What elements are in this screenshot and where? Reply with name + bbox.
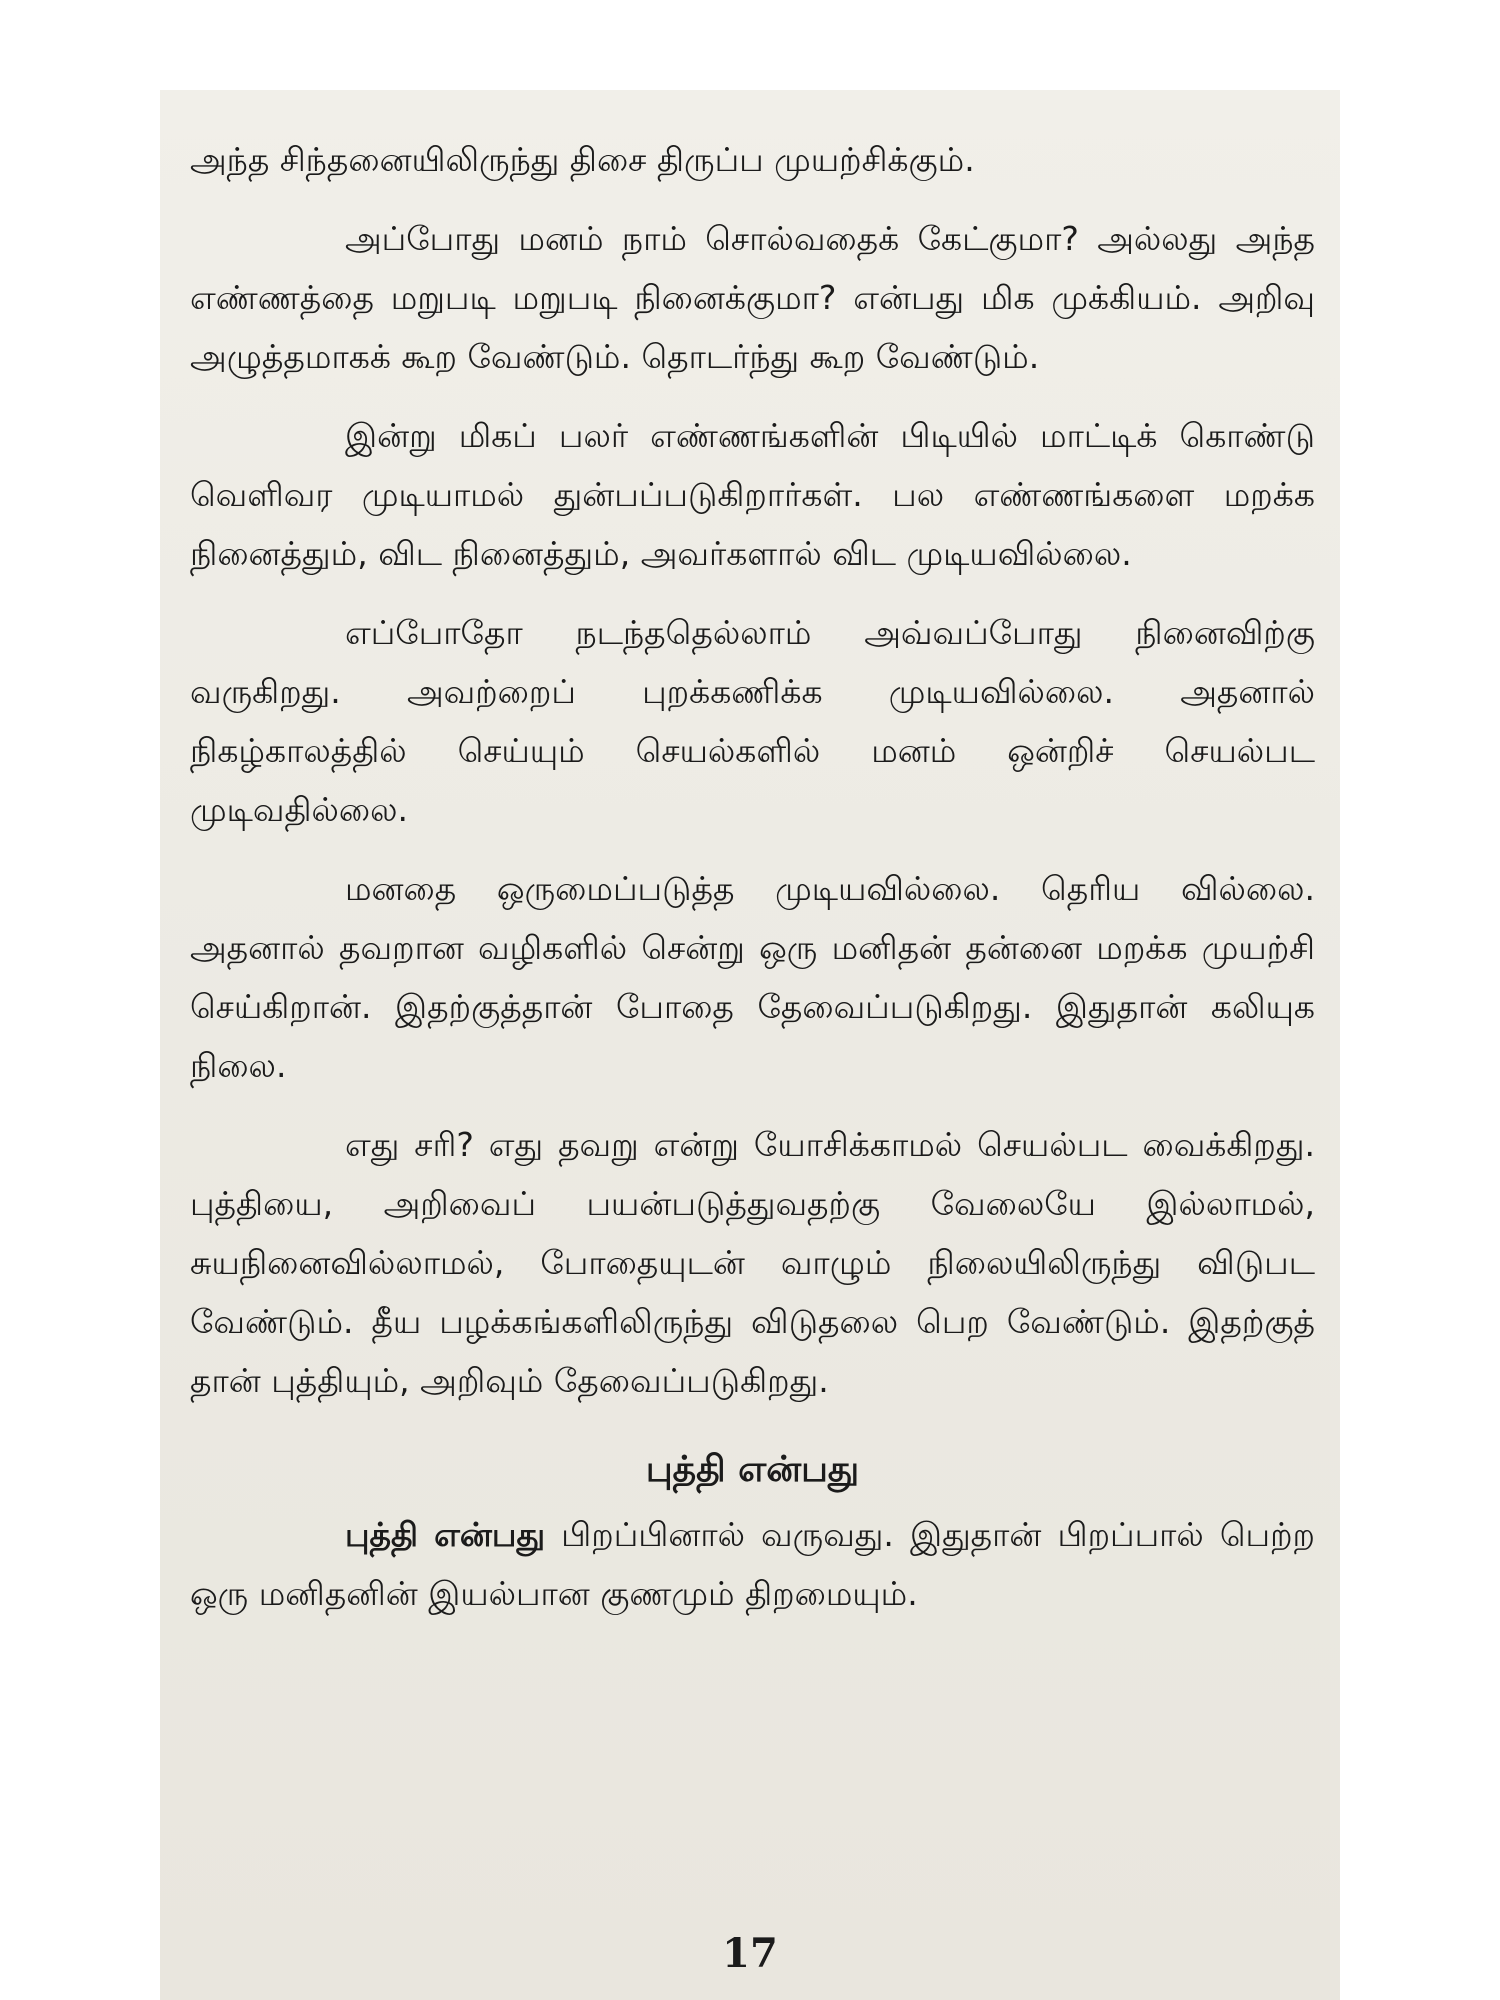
paragraph-5: மனதை ஒருமைப்படுத்த முடியவில்லை. தெரிய வில்லை. அதனால் தவறான வழிகளில் சென்று ஒரு மனிதன் தன்னை மறக்க முயற்சி செய்கிறான். இதற்குத்தான் போதை தேவைப்படுகிறது. இதுதான் கலியுக நிலை. — [190, 869, 1315, 1085]
paragraph-1: அந்த சிந்தனையிலிருந்து திசை திருப்ப முயற்சிக்கும். — [190, 140, 975, 179]
page-text — [190, 130, 1315, 1643]
lead-word: புத்தி — [345, 1515, 419, 1554]
paragraph-6: எது சரி? எது தவறு என்று யோசிக்காமல் செயல்பட வைக்கிறது. புத்தியை, அறிவைப் பயன்படுத்துவதற்கு வேலையே இல்லாமல், சுயநினைவில்லாமல், போதையுடன் வாழும் நிலையிலிருந்து விடுபட வேண்டும். தீய பழக்கங்களிலிருந்து விடுதலை பெற வேண்டும். இதற்குத் தான் புத்தியும், அறிவும் தேவைப்படுகிறது. — [190, 1125, 1315, 1400]
paragraph-3: இன்று மிகப் பலர் எண்ணங்களின் பிடியில் மாட்டிக் கொண்டு வெளிவர முடியாமல் துன்பப்படுகிறார்கள். பல எண்ணங்களை மறக்க நினைத்தும், விட நினைத்தும், அவர்களால் விட முடியவில்லை. — [190, 416, 1315, 573]
lead-phrase: என்பது — [434, 1515, 546, 1554]
page-number: 17 — [722, 1930, 778, 1977]
section-heading: புத்தி என்பது — [645, 1449, 860, 1490]
section-paragraph — [190, 1505, 1315, 1623]
section-body: பிறப்பினால் வருவது. இதுதான் பிறப்பால் பெற்ற ஒரு மனிதனின் இயல்பான குணமும் திறமையும். — [190, 1515, 1315, 1613]
paragraph-4: எப்போதோ நடந்ததெல்லாம் அவ்வப்போது நினைவிற்கு வருகிறது. அவற்றைப் புறக்கணிக்க முடியவில்லை. அதனால் நிகழ்காலத்தில் செய்யும் செயல்களில் மனம் ஒன்றிச் செயல்பட முடிவதில்லை. — [190, 613, 1315, 829]
paragraph-2: அப்போது மனம் நாம் சொல்வதைக் கேட்குமா? அல்லது அந்த எண்ணத்தை மறுபடி மறுபடி நினைக்குமா? என்பது மிக முக்கியம். அறிவு அழுத்தமாகக் கூற வேண்டும். தொடர்ந்து கூற வேண்டும். — [190, 219, 1315, 376]
book-page — [160, 90, 1340, 2000]
